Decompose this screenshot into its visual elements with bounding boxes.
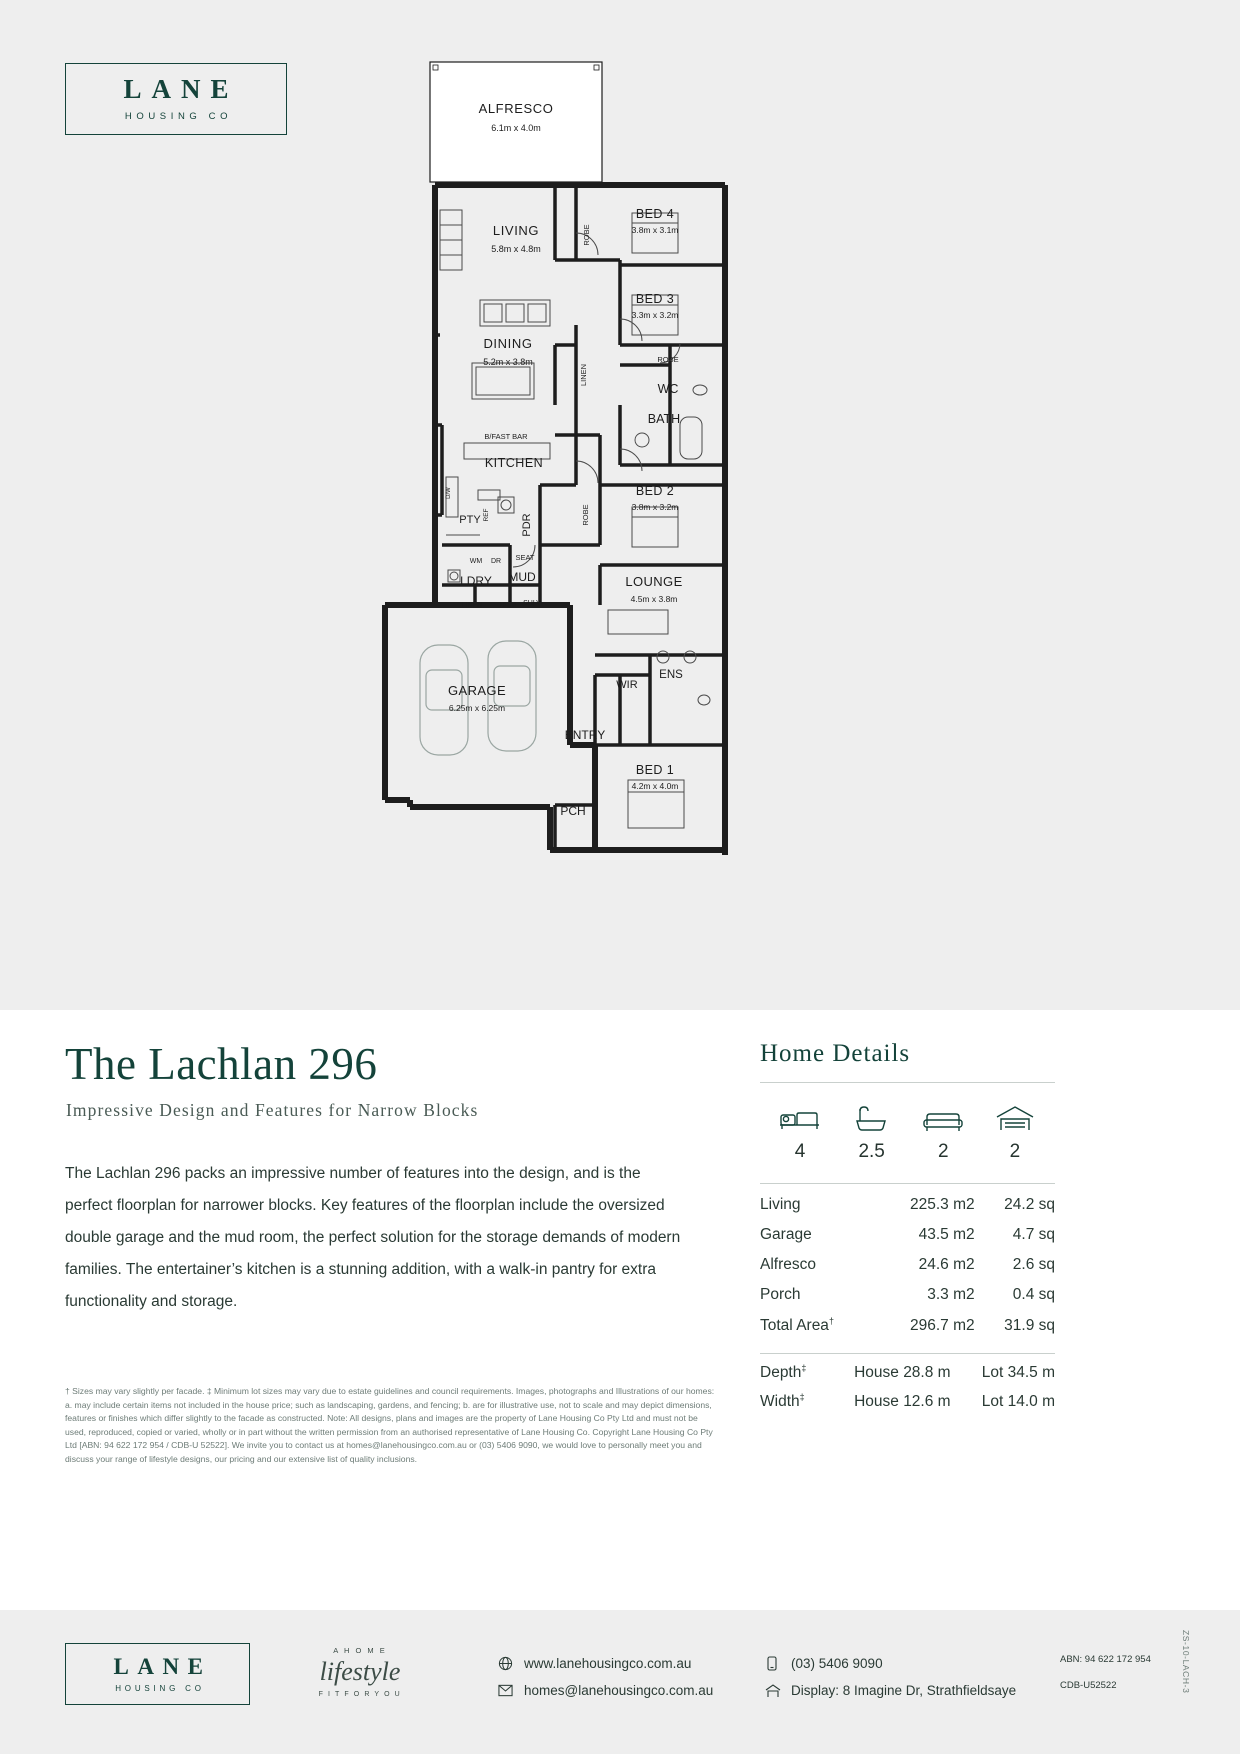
bath-icon	[840, 1099, 904, 1133]
total-label: Total Area	[760, 1317, 829, 1335]
footer-brand-tagline: HOUSING CO	[115, 1684, 205, 1693]
svg-text:5.2m x 3.8m: 5.2m x 3.8m	[483, 357, 533, 367]
home-pin-icon	[765, 1684, 791, 1698]
display-row[interactable]	[765, 1677, 1016, 1704]
feature-bedrooms	[768, 1099, 832, 1163]
disclaimer-text: † Sizes may vary slightly per facade. ‡ Minimum lot sizes may vary due to estate guidelines and council requirements. Images, photographs and Illustrations of our homes: a. may include certain items not included in the house price; such as landscaping, gardens, and fencing; b. are for illustrative use, not to scale and may depict dimensions, features or finishes which differ slightly to the facade as constructed. Note: All designs, plans and images are the property of Lane Housing Co Pty Ltd and must not be used, reproduced, copied or varied, wholly or in part without the written permission from an authorised representative of Lane Housing Co. Copyright Lane Housing Co Pty Ltd [ABN: 94 622 172 954 / CDB-U 52522]. We invite you to contact us at homes@lanehousingco.com.au or (03) 5406 9090, we would love to personally meet you and discuss your range of lifestyle designs, our pricing and our extensive list of quality inclusions.	[65, 1386, 715, 1464]
svg-text:ENS: ENS	[659, 669, 683, 681]
living-icon	[911, 1099, 975, 1133]
area-label: Garage	[760, 1226, 812, 1243]
bedrooms-count: 4	[794, 1141, 806, 1162]
svg-text:3.3m x 3.2m: 3.3m x 3.2m	[631, 310, 679, 320]
area-sq: 31.9 sq	[1004, 1316, 1055, 1334]
svg-text:BRM: BRM	[500, 602, 516, 609]
home-details-panel	[760, 1040, 1055, 1416]
area-label-total	[760, 1310, 874, 1341]
depth-label: Depth	[760, 1364, 802, 1382]
contact-column-1	[498, 1650, 713, 1704]
svg-text:ROBE: ROBE	[581, 504, 590, 526]
website-text: www.lanehousingco.com.au	[524, 1656, 692, 1671]
living-count: 2	[938, 1141, 949, 1162]
area-label: Porch	[760, 1286, 801, 1303]
svg-text:4.5m x 3.8m: 4.5m x 3.8m	[630, 594, 678, 604]
floorplan-drawing	[380, 45, 800, 855]
svg-text:D/W: D/W	[446, 487, 452, 499]
svg-text:LINEN: LINEN	[461, 602, 483, 609]
globe-icon	[498, 1656, 524, 1671]
description-text: The Lachlan 296 packs an impressive number of features into the design, and is the perfect floorplan for narrower blocks. Key features of the floorplan include the oversized double garage and the mud room, the perfect solution for the storage demands of modern families. The entertainer’s kitchen is a stunning addition, with a walk-in pantry for extra functionality and storage.	[65, 1165, 681, 1310]
feature-icons-row	[760, 1083, 1055, 1169]
svg-text:SEAT: SEAT	[515, 553, 535, 562]
svg-text:WM: WM	[469, 558, 483, 565]
svg-text:PDR: PDR	[521, 513, 533, 537]
legal-column	[1060, 1654, 1151, 1706]
table-row	[760, 1280, 1055, 1310]
area-sq: 4.7 sq	[1012, 1226, 1055, 1243]
svg-text:3.8m x 3.2m: 3.8m x 3.2m	[631, 502, 679, 512]
divider	[760, 1183, 1055, 1184]
svg-text:BED 3: BED 3	[635, 292, 675, 306]
website-row[interactable]	[498, 1650, 713, 1677]
svg-text:B/FAST BAR: B/FAST BAR	[484, 432, 528, 441]
svg-text:6.1m x 4.0m: 6.1m x 4.0m	[491, 123, 541, 133]
lifestyle-script: lifestyle	[319, 1657, 401, 1686]
home-details-heading: Home Details	[760, 1040, 911, 1067]
areas-table	[760, 1190, 1055, 1341]
svg-text:4.2m x 4.0m: 4.2m x 4.0m	[631, 781, 679, 791]
page-footer	[0, 1610, 1240, 1754]
brand-logo	[65, 63, 287, 135]
lifestyle-top: A H O M E	[333, 1646, 387, 1655]
area-label: Alfresco	[760, 1256, 816, 1273]
svg-text:ALFRESCO: ALFRESCO	[478, 101, 554, 116]
area-m2: 3.3 m2	[927, 1286, 975, 1303]
footer-brand-name: LANE	[113, 1654, 212, 1679]
svg-text:DINING: DINING	[483, 336, 533, 351]
svg-text:GARAGE: GARAGE	[447, 683, 507, 698]
svg-text:3.8m x 3.1m: 3.8m x 3.1m	[631, 225, 679, 235]
lifestyle-mark	[295, 1646, 425, 1698]
brand-tagline: HOUSING CO	[124, 111, 233, 122]
phone-row[interactable]	[765, 1650, 1016, 1677]
depth-sup: ‡	[801, 1363, 807, 1374]
svg-text:BATH: BATH	[647, 412, 681, 426]
svg-text:BED 1: BED 1	[635, 763, 675, 777]
display-text: Display: 8 Imagine Dr, Strathfieldsaye	[791, 1683, 1017, 1698]
svg-text:LINEN: LINEN	[579, 363, 588, 387]
footer-brand-logo	[65, 1643, 250, 1705]
phone-text: (03) 5406 9090	[791, 1656, 883, 1671]
details-section	[0, 1010, 1240, 1610]
abn-text: ABN: 94 622 172 954	[1060, 1654, 1151, 1665]
table-row	[760, 1220, 1055, 1250]
email-row[interactable]	[498, 1677, 713, 1704]
area-sq: 2.6 sq	[1012, 1256, 1055, 1273]
svg-text:PCH: PCH	[560, 804, 586, 818]
dimension-lot: Lot 34.5 m	[981, 1363, 1055, 1381]
cdb-text: CDB-U52522	[1060, 1680, 1117, 1691]
total-label-dagger: †	[828, 1316, 834, 1326]
dimension-house: House 12.6 m	[854, 1392, 951, 1410]
document-code: ZS-10-LACH-3	[1181, 1630, 1191, 1694]
feature-bathrooms	[840, 1099, 904, 1163]
area-label: Living	[760, 1196, 801, 1213]
svg-text:KITCHEN: KITCHEN	[484, 456, 544, 470]
contact-column-2	[765, 1650, 1016, 1704]
area-sq: 24.2 sq	[1004, 1196, 1055, 1213]
dimension-lot: Lot 14.0 m	[981, 1392, 1055, 1410]
svg-text:ENTRY: ENTRY	[564, 728, 606, 742]
email-text: homes@lanehousingco.com.au	[524, 1683, 714, 1698]
garage-count: 2	[1009, 1141, 1021, 1162]
table-row	[760, 1250, 1055, 1280]
width-sup: ‡	[799, 1392, 805, 1403]
dimensions-table	[760, 1358, 1055, 1416]
area-m2: 43.5 m2	[918, 1226, 975, 1243]
dimension-label	[760, 1358, 821, 1387]
page-subtitle: Impressive Design and Features for Narrow Blocks	[66, 1100, 479, 1120]
table-row	[760, 1358, 1055, 1387]
svg-text:REF: REF	[483, 508, 490, 522]
svg-text:6.25m x 6.25m: 6.25m x 6.25m	[448, 703, 506, 713]
garage-icon	[983, 1099, 1047, 1133]
area-sq: 0.4 sq	[1012, 1286, 1055, 1303]
mail-icon	[498, 1684, 524, 1697]
svg-text:PTY: PTY	[459, 514, 481, 526]
svg-text:5.8m x 4.8m: 5.8m x 4.8m	[491, 244, 541, 254]
dimension-label	[760, 1387, 821, 1416]
svg-text:WIR: WIR	[616, 679, 638, 691]
svg-text:WC: WC	[657, 382, 679, 396]
brand-name: LANE	[123, 74, 239, 104]
svg-text:LOUNGE: LOUNGE	[625, 574, 683, 589]
feature-living	[911, 1099, 975, 1163]
svg-text:LIVING: LIVING	[492, 223, 540, 238]
svg-text:MUD: MUD	[508, 570, 536, 584]
bed-icon	[768, 1099, 832, 1133]
dimension-house: House 28.8 m	[854, 1363, 951, 1381]
table-row	[760, 1387, 1055, 1416]
area-m2: 24.6 m2	[918, 1256, 975, 1273]
area-m2: 296.7 m2	[909, 1316, 975, 1334]
phone-icon	[765, 1656, 791, 1671]
svg-text:BED 4: BED 4	[635, 207, 675, 221]
table-row	[760, 1310, 1055, 1341]
svg-text:DR: DR	[490, 558, 502, 565]
divider	[760, 1353, 1055, 1354]
bathrooms-count: 2.5	[858, 1141, 885, 1162]
svg-text:BED 2: BED 2	[635, 484, 675, 498]
svg-text:ROBE: ROBE	[657, 355, 679, 364]
svg-text:SHLV: SHLV	[523, 600, 541, 607]
page-title: The Lachlan 296	[65, 1039, 378, 1089]
width-label: Width	[760, 1393, 800, 1411]
lifestyle-bottom: F I T F O R Y O U	[318, 1691, 402, 1698]
feature-garage	[983, 1099, 1047, 1163]
svg-text:LDRY: LDRY	[460, 574, 492, 588]
area-m2: 225.3 m2	[909, 1196, 975, 1213]
svg-text:ROBE: ROBE	[582, 224, 591, 246]
table-row	[760, 1190, 1055, 1220]
